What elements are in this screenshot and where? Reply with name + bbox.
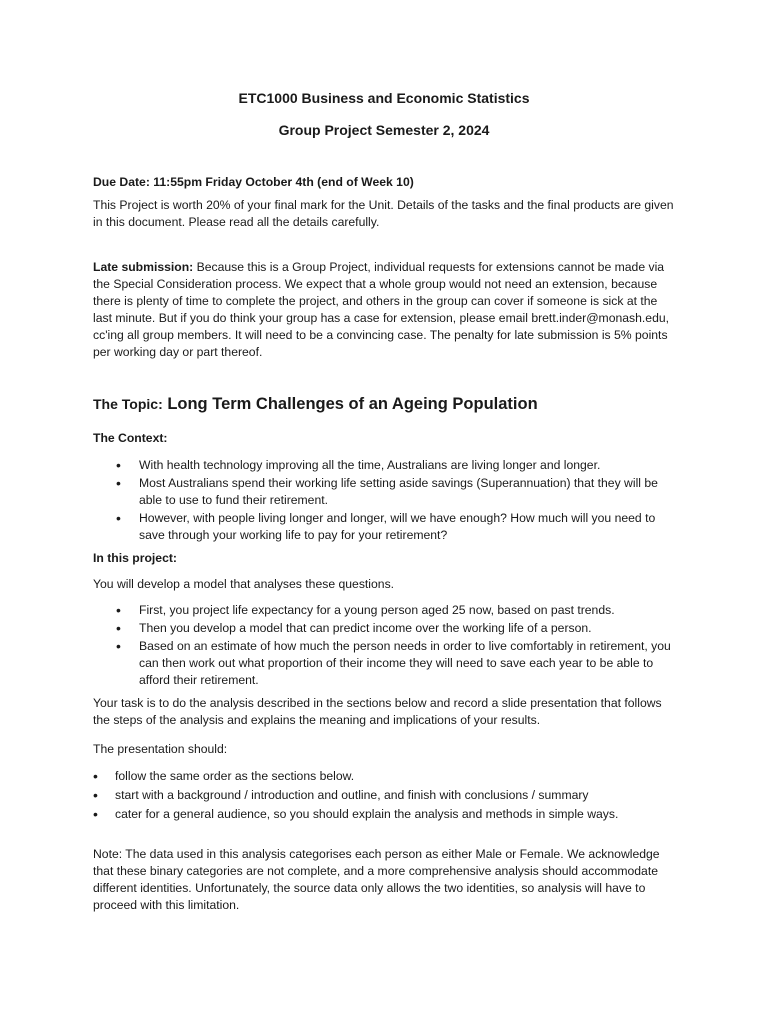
list-item: • cater for a general audience, so you should explain the analysis and methods in simple ways. (93, 806, 678, 823)
context-heading: The Context: (93, 431, 168, 445)
topic-title: Long Term Challenges of an Ageing Population (162, 395, 538, 413)
note-paragraph: Note: The data used in this analysis categorises each person as either Male or Female. We acknowledge that these binary categories are not complete, and a more comprehensive analysis should accommodate different identities. Unfortunately, the source data only allows the two identities, so analysis will have to proceed with this limitation. (93, 847, 660, 912)
project-heading: In this project: (93, 551, 177, 565)
presentation-heading: The presentation should: (93, 742, 228, 756)
list-item: • Then you develop a model that can predict income over the working life of a person. (93, 620, 678, 637)
task-paragraph: Your task is to do the analysis described in the sections below and record a slide presentation that follows the steps of the analysis and explains the meaning and implications of your results. (93, 696, 662, 727)
topic-heading (93, 396, 678, 413)
list-item: • follow the same order as the sections below. (93, 768, 678, 785)
list-item: • First, you project life expectancy for a young person aged 25 now, based on past trends. (93, 602, 678, 619)
late-submission-paragraph (93, 259, 678, 361)
late-submission-label: Late submission: (93, 260, 194, 274)
due-date-heading: Due Date: 11:55pm Friday October 4th (end of Week 10) (93, 175, 414, 189)
context-list (93, 457, 678, 545)
list-item: • With health technology improving all the time, Australians are living longer and longer. (93, 457, 678, 474)
project-list (93, 602, 678, 690)
due-date-text: This Project is worth 20% of your final mark for the Unit. Details of the tasks and the final products are given in this document. Please read all the details carefully. (93, 198, 674, 229)
list-item: • Most Australians spend their working life setting aside savings (Superannuation) that they will be able to use to fund their retirement. (93, 475, 678, 509)
project-intro: You will develop a model that analyses these questions. (93, 577, 395, 591)
list-item: • start with a background / introduction and outline, and finish with conclusions / summary (93, 787, 678, 804)
document-title: ETC1000 Business and Economic Statistics (238, 90, 530, 106)
list-item: • However, with people living longer and longer, will we have enough? How much will you need to save through your working life to pay for your retirement? (93, 510, 678, 544)
document-subtitle: Group Project Semester 2, 2024 (278, 122, 490, 138)
topic-prefix: The Topic: (93, 396, 163, 412)
list-item: • Based on an estimate of how much the person needs in order to live comfortably in retirement, you can then work out what proportion of their income they will need to save each year to be able to afford their retirement. (93, 638, 678, 689)
late-submission-text: Because this is a Group Project, individual requests for extensions cannot be made via the Special Consideration process. We expect that a whole group would not need an extension, because there is plenty of time to complete the project, and others in the group can cover if someone is sick at the last minute. But if you do think your group has a case for extension, please email brett.inder@monash.edu, cc'ing all group members. It will need to be a convincing case. The penalty for late submission is 5% points per working day or part thereof. (93, 260, 670, 359)
presentation-list (93, 768, 678, 825)
